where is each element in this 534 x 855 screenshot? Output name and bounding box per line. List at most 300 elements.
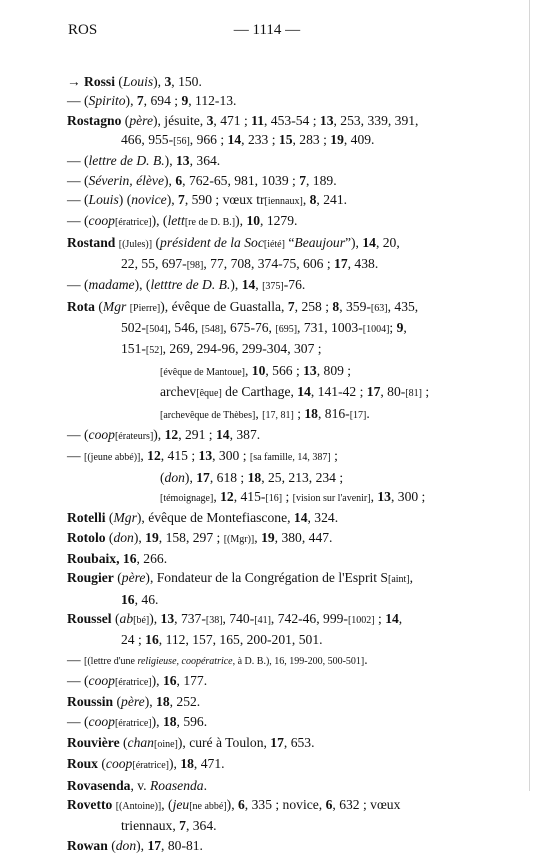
- entry-text: , 189.: [306, 172, 337, 188]
- entry-text: don: [113, 529, 134, 545]
- entry-text: lett: [167, 213, 185, 229]
- index-entry-rota-coop: [67, 425, 467, 446]
- entry-text: , 675-76,: [223, 320, 276, 336]
- entry-text: ),: [151, 672, 163, 688]
- entry-text: [52]: [145, 345, 163, 357]
- entry-text: 16: [145, 632, 159, 648]
- entry-text: 18: [180, 756, 194, 772]
- entry-text: 18: [304, 405, 318, 421]
- running-head: ROS: [68, 22, 98, 38]
- entry-text: coop: [88, 672, 115, 688]
- index-entry-rostagno-severin: [67, 171, 467, 190]
- entry-text: 12: [164, 426, 179, 442]
- entry-text: — (: [67, 172, 89, 188]
- entry-text: ), jésuite,: [152, 112, 207, 128]
- entry-text: 17: [196, 469, 210, 485]
- entry-headline: [67, 776, 467, 795]
- entry-text: ),: [169, 756, 181, 772]
- entry-text: 3: [206, 112, 214, 128]
- entry-text: ,: [370, 488, 378, 504]
- entry-text: père: [121, 694, 145, 710]
- entry-text: chan: [127, 735, 154, 750]
- entry-text: , v.: [130, 777, 150, 793]
- entry-headline: [67, 754, 467, 775]
- entry-text: ,: [140, 448, 148, 464]
- entry-text: ), (: [151, 213, 168, 229]
- entry-text: madame: [88, 277, 135, 293]
- entry-text: [17, 81]: [262, 409, 294, 421]
- entry-headline: [67, 733, 467, 754]
- entry-text: [81]: [405, 388, 422, 400]
- entry-text: , 740-: [222, 610, 255, 626]
- entry-text: [ne abbé]: [189, 801, 227, 813]
- entry-text: 13: [319, 112, 334, 128]
- entry-text: ,: [244, 362, 252, 378]
- index-entry-rovetto: [67, 795, 467, 836]
- entry-text: ), Fondateur de la Congrégation de l'Esprit S: [145, 570, 388, 586]
- entry-text: , 1279.: [260, 213, 298, 229]
- entry-text: ),: [149, 610, 161, 626]
- entry-text: 7: [178, 192, 185, 208]
- entry-text: [érateurs]: [114, 430, 154, 442]
- index-entry-rostagno-coop: [67, 211, 467, 232]
- entry-text: [iennaux]: [264, 196, 303, 208]
- entry-text: [548]: [201, 324, 224, 336]
- entry-headline: [67, 72, 467, 91]
- entry-text: [Pierre]: [129, 302, 161, 314]
- entry-text: Rovetto: [67, 797, 113, 813]
- index-entry-rougier: [67, 568, 467, 609]
- entry-text: 7: [299, 172, 306, 188]
- entry-text: — (: [67, 426, 89, 442]
- entry-text: Rovasenda: [67, 777, 131, 793]
- entry-text: , 694 ;: [143, 93, 182, 109]
- entry-text: [ératrice]: [114, 717, 152, 729]
- entry-text: 15: [278, 132, 293, 148]
- entry-text: président de la Soc: [160, 234, 264, 250]
- entry-text: [(Antoine)]: [115, 801, 162, 813]
- entry-text: ,: [398, 610, 403, 626]
- entry-text: , 253, 339, 391,: [333, 112, 419, 128]
- entry-text: Séverin, élève: [88, 172, 165, 188]
- entry-text: [1004]: [362, 324, 390, 336]
- entry-text: 17: [270, 735, 284, 750]
- entry-text: , 364.: [185, 818, 217, 834]
- entry-text: ) (: [118, 192, 132, 208]
- entry-text: Roussel: [67, 610, 112, 626]
- entry-text: ),: [184, 469, 197, 485]
- entry-text: ), (: [134, 277, 151, 293]
- index-entry-rotelli: [67, 508, 467, 527]
- entry-text: [évêque de Mantoue]: [160, 366, 245, 378]
- entry-text: [bé]: [133, 614, 150, 626]
- entry-text: .: [364, 651, 368, 667]
- entry-text: Rostand: [67, 234, 116, 250]
- entry-text: ),: [151, 713, 163, 729]
- entry-text: [17]: [349, 409, 367, 421]
- entry-text: don: [115, 837, 137, 853]
- entry-text: Roux: [67, 756, 98, 772]
- entry-text: ;: [330, 448, 338, 464]
- entry-text: , 742-46, 999-: [270, 610, 348, 626]
- entry-text: , 233 ;: [241, 132, 279, 148]
- entry-text: , 359-: [339, 298, 371, 314]
- entry-text: , 590 ; vœux tr: [184, 192, 265, 208]
- entry-text: 17: [147, 837, 162, 853]
- entry-text: Beaujour: [294, 234, 345, 250]
- entry-text: , 80-81.: [161, 837, 203, 853]
- entry-text: , à D. B.), 16, 199-200, 500-501]: [232, 655, 365, 667]
- entry-headline: [67, 692, 467, 711]
- entry-text: 6: [325, 797, 333, 813]
- entry-text: ), curé à Toulon,: [177, 735, 271, 750]
- entry-headline: [67, 712, 467, 733]
- entry-text: , 966 ;: [189, 132, 228, 148]
- index-entry-roussel: [67, 609, 467, 650]
- entry-text: [695]: [275, 324, 298, 336]
- entry-text: , 141-42 ;: [310, 384, 367, 400]
- entry-text: 7: [136, 93, 144, 109]
- entry-text: 17: [366, 384, 381, 400]
- entry-continuation: [67, 254, 467, 275]
- entry-text: (: [94, 298, 103, 314]
- entry-text: jeu: [172, 797, 190, 813]
- entry-text: ),: [153, 74, 165, 89]
- entry-text: ),: [144, 694, 157, 710]
- entry-text: Rotolo: [67, 529, 106, 545]
- entry-text: 13: [377, 488, 391, 504]
- index-entry-rotolo: [67, 528, 467, 549]
- entry-text: , 632 ; vœux: [332, 797, 401, 813]
- entry-text: , 618 ;: [209, 469, 248, 485]
- entry-text: (: [113, 694, 122, 710]
- entry-text: 16: [162, 672, 177, 688]
- entry-text: 3: [164, 74, 172, 89]
- entry-text: , 415-: [233, 488, 266, 504]
- entry-text: 14: [227, 132, 242, 148]
- entry-text: coop: [105, 756, 133, 772]
- entry-text: 13: [160, 610, 175, 626]
- entry-text: (: [160, 469, 165, 485]
- index-entry-rouviere: [67, 733, 467, 754]
- entry-text: , (: [161, 797, 173, 813]
- entry-text: 13: [198, 448, 213, 464]
- entry-text: ,: [255, 405, 263, 421]
- entry-continuation: [67, 404, 467, 425]
- entry-text: (: [152, 234, 161, 250]
- entry-text: coop: [88, 426, 115, 442]
- entry-text: ),: [125, 93, 137, 109]
- entry-text: coop: [88, 213, 115, 229]
- entry-headline: [67, 508, 467, 527]
- entry-text: don: [164, 469, 185, 485]
- entry-text: — (: [67, 277, 89, 293]
- entry-text: ,: [302, 192, 310, 208]
- entry-text: —: [67, 448, 84, 464]
- entry-text: [(jeune abbé)]: [84, 452, 141, 464]
- entry-text: , 816-: [317, 405, 350, 421]
- entry-text: 19: [145, 529, 159, 545]
- entry-text: (: [111, 610, 120, 626]
- entry-text: , 380, 447.: [274, 529, 333, 545]
- index-entry-rostand: [67, 233, 467, 276]
- entry-text: lettre de D. B.: [88, 153, 165, 169]
- entry-text: 6: [175, 172, 183, 188]
- entry-text: Rouvière: [67, 735, 120, 750]
- entry-text: ,: [403, 320, 407, 336]
- entry-text: Louis: [122, 74, 154, 89]
- entry-text: — (: [67, 713, 89, 729]
- entry-text: ;: [374, 610, 386, 626]
- entry-text: ),: [230, 277, 242, 293]
- index-entries: [67, 72, 467, 855]
- entry-text: [38]: [205, 614, 223, 626]
- entry-text: — (: [67, 93, 89, 109]
- entry-text: religieuse, coopératrice: [137, 655, 233, 667]
- entry-text: , 77, 708, 374-75, 606 ;: [203, 256, 335, 272]
- entry-text: , 252.: [169, 694, 201, 710]
- entry-text: , 291 ;: [178, 426, 216, 442]
- entry-text: , 25, 213, 234 ;: [261, 469, 344, 485]
- entry-headline: [67, 446, 467, 467]
- entry-text: [(Jules)]: [118, 238, 153, 250]
- entry-continuation: [67, 630, 467, 649]
- entry-text: , 809 ;: [316, 362, 352, 378]
- index-entry-rovasenda: [67, 776, 467, 795]
- entry-text: 13: [303, 362, 317, 378]
- entry-headline: [67, 190, 467, 211]
- entry-text: [1002]: [347, 614, 375, 626]
- index-entry-roussin-coop: [67, 712, 467, 733]
- entry-text: ),: [164, 172, 176, 188]
- entry-text: 8: [332, 298, 340, 314]
- entry-text: (: [114, 74, 123, 89]
- entry-headline: [67, 275, 467, 296]
- entry-text: 7: [287, 298, 295, 314]
- entry-text: [504]: [145, 324, 168, 336]
- entry-text: — (: [67, 192, 89, 208]
- entry-headline: [67, 650, 467, 671]
- entry-text: 16: [121, 591, 135, 607]
- entry-text: , 546,: [167, 320, 202, 336]
- index-entry-rostagno-pere: [67, 111, 467, 152]
- entry-text: 12: [147, 448, 161, 464]
- entry-text: , 112, 157, 165, 200-201, 501.: [158, 632, 323, 648]
- entry-text: , 364.: [189, 153, 221, 169]
- entry-text: .: [203, 777, 207, 793]
- entry-text: , 269, 294-96, 299-304, 307 ;: [162, 341, 322, 357]
- entry-text: ),: [164, 153, 176, 169]
- entry-headline: [67, 425, 467, 446]
- entry-text: [ératrice]: [132, 760, 169, 772]
- entry-text: Louis: [88, 192, 119, 208]
- entry-headline: [67, 671, 467, 692]
- entry-text: ,: [254, 529, 262, 545]
- entry-headline: [67, 795, 467, 816]
- entry-text: 22, 55, 697-: [121, 256, 187, 272]
- entry-text: ), évêque de Montefiascone,: [136, 510, 294, 526]
- entry-text: père: [121, 570, 146, 586]
- entry-text: [ératrice]: [114, 217, 152, 229]
- entry-text: 19: [330, 132, 344, 148]
- entry-headline: [67, 91, 467, 110]
- entry-text: 14: [241, 277, 256, 293]
- entry-text: 24 ;: [121, 632, 146, 648]
- entry-text: , 300 ;: [390, 488, 426, 504]
- entry-headline: [67, 528, 467, 549]
- entry-text: [êque]: [196, 388, 222, 400]
- entry-text: ,: [409, 570, 414, 586]
- entry-text: [(lettre d'une: [84, 655, 138, 667]
- entry-text: “: [284, 234, 295, 250]
- entry-continuation: [67, 590, 467, 609]
- entry-text: , 258 ;: [294, 298, 333, 314]
- entry-text: ),: [136, 837, 148, 853]
- entry-text: [ératrice]: [114, 676, 152, 688]
- entry-text: 7: [179, 818, 186, 834]
- index-entry-roussel-coop: [67, 671, 467, 692]
- entry-text: 10: [246, 213, 261, 229]
- entry-text: 18: [162, 713, 177, 729]
- entry-text: ;: [389, 320, 397, 336]
- entry-text: 14: [297, 384, 311, 400]
- entry-text: 19: [261, 529, 275, 545]
- entry-text: (: [107, 837, 116, 853]
- entry-text: 8: [309, 192, 317, 208]
- entry-text: , 300 ;: [212, 448, 250, 464]
- entry-text: ,: [255, 277, 263, 293]
- entry-text: Rossi: [84, 74, 115, 89]
- entry-text: archev: [160, 384, 197, 400]
- entry-text: Roussin: [67, 694, 114, 710]
- entry-text: 151-: [121, 341, 146, 357]
- entry-continuation: [67, 318, 467, 339]
- index-entry-rossi-louis: [67, 72, 467, 91]
- entry-text: , 387.: [229, 426, 261, 442]
- entry-continuation: [67, 130, 467, 151]
- index-entry-rowan: [67, 836, 467, 855]
- entry-text: (: [105, 529, 114, 545]
- entry-continuation: [67, 468, 467, 487]
- entry-text: [56]: [173, 136, 190, 148]
- entry-text: ), évêque de Guastalla,: [160, 298, 288, 314]
- entry-text: 14: [293, 510, 308, 526]
- entry-text: , 653.: [283, 735, 315, 750]
- entry-headline: [67, 568, 467, 589]
- entry-text: 17: [334, 256, 348, 272]
- entry-text: Rostagno: [67, 112, 122, 128]
- entry-continuation: [67, 361, 467, 382]
- entry-text: [archevêque de Thèbes]: [160, 409, 256, 421]
- entry-text: Roubaix, 16: [67, 550, 137, 566]
- index-entry-rota: [67, 297, 467, 425]
- entry-text: , 435,: [387, 298, 419, 314]
- entry-text: , 335 ; novice,: [244, 797, 326, 813]
- entry-text: ),: [166, 192, 179, 208]
- entry-text: , 283 ;: [292, 132, 331, 148]
- index-entry-roux: [67, 754, 467, 775]
- entry-text: — (: [67, 153, 89, 169]
- entry-text: novice: [131, 192, 167, 208]
- entry-text: letttre de D. B.: [150, 277, 231, 293]
- entry-headline: [67, 836, 467, 855]
- index-entry-rostagno-lettre: [67, 151, 467, 170]
- entry-text: ”),: [344, 234, 363, 250]
- entry-text: Rota: [67, 298, 95, 314]
- entry-text: [63]: [370, 302, 388, 314]
- entry-text: [16]: [265, 492, 283, 504]
- entry-headline: [67, 211, 467, 232]
- entry-continuation: [67, 816, 467, 835]
- entry-text: [témoignage]: [160, 492, 214, 504]
- entry-continuation: [67, 339, 467, 360]
- entry-text: [oine]: [153, 739, 178, 750]
- entry-text: 502-: [121, 320, 146, 336]
- entry-continuation: [67, 487, 467, 508]
- entry-text: triennaux,: [121, 818, 180, 834]
- entry-text: Rotelli: [67, 510, 106, 526]
- entry-text: Roasenda: [149, 777, 204, 793]
- entry-text: , 112-13.: [188, 93, 237, 109]
- entry-text: , 566 ;: [265, 362, 304, 378]
- index-entry-rostagno-louis: [67, 190, 467, 211]
- entry-text: (: [113, 570, 122, 586]
- entry-text: 9: [396, 320, 404, 336]
- entry-text: 466, 955-: [121, 132, 174, 148]
- index-entry-rostand-madame: [67, 275, 467, 296]
- entry-headline: [67, 111, 467, 130]
- index-entry-rossi-spirito: [67, 91, 467, 110]
- entry-text: (: [119, 735, 128, 750]
- entry-text: , 80-: [380, 384, 406, 400]
- index-entry-rota-jeune: [67, 446, 467, 508]
- entry-text: Spirito: [88, 93, 126, 109]
- entry-text: (: [105, 510, 114, 526]
- entry-text: [sa famille, 14, 387]: [249, 452, 331, 464]
- entry-text: [aint]: [387, 574, 410, 586]
- index-entry-roussel-lettre: [67, 650, 467, 671]
- entry-text: — (: [67, 672, 89, 688]
- entry-text: , 737-: [174, 610, 206, 626]
- page-number: — 1114 —: [233, 22, 301, 38]
- entry-text: (: [97, 756, 106, 772]
- entry-text: (: [121, 112, 130, 128]
- entry-text: , 324.: [307, 510, 339, 526]
- entry-text: .: [366, 405, 370, 421]
- entry-text: [(Mgr)]: [223, 533, 255, 545]
- entry-text: 6: [238, 797, 245, 813]
- entry-text: , 46.: [134, 591, 159, 607]
- entry-text: 11: [251, 112, 264, 128]
- entry-text: , 453-54 ;: [264, 112, 320, 128]
- entry-text: , 158, 297 ;: [158, 529, 224, 545]
- entry-text: , 409.: [343, 132, 375, 148]
- entry-text: ),: [153, 426, 165, 442]
- right-arrow-icon: →: [67, 74, 81, 89]
- entry-text: 14: [362, 234, 376, 250]
- entry-text: , 438.: [347, 256, 379, 272]
- entry-headline: [67, 171, 467, 190]
- entry-text: de Carthage,: [221, 384, 298, 400]
- entry-text: , 596.: [176, 713, 208, 729]
- entry-text: 13: [176, 153, 190, 169]
- entry-text: Rougier: [67, 570, 114, 586]
- entry-headline: [67, 549, 467, 568]
- entry-continuation: [67, 382, 467, 403]
- entry-text: 14: [385, 610, 399, 626]
- entry-text: Mgr: [113, 510, 137, 526]
- entry-text: 14: [215, 426, 230, 442]
